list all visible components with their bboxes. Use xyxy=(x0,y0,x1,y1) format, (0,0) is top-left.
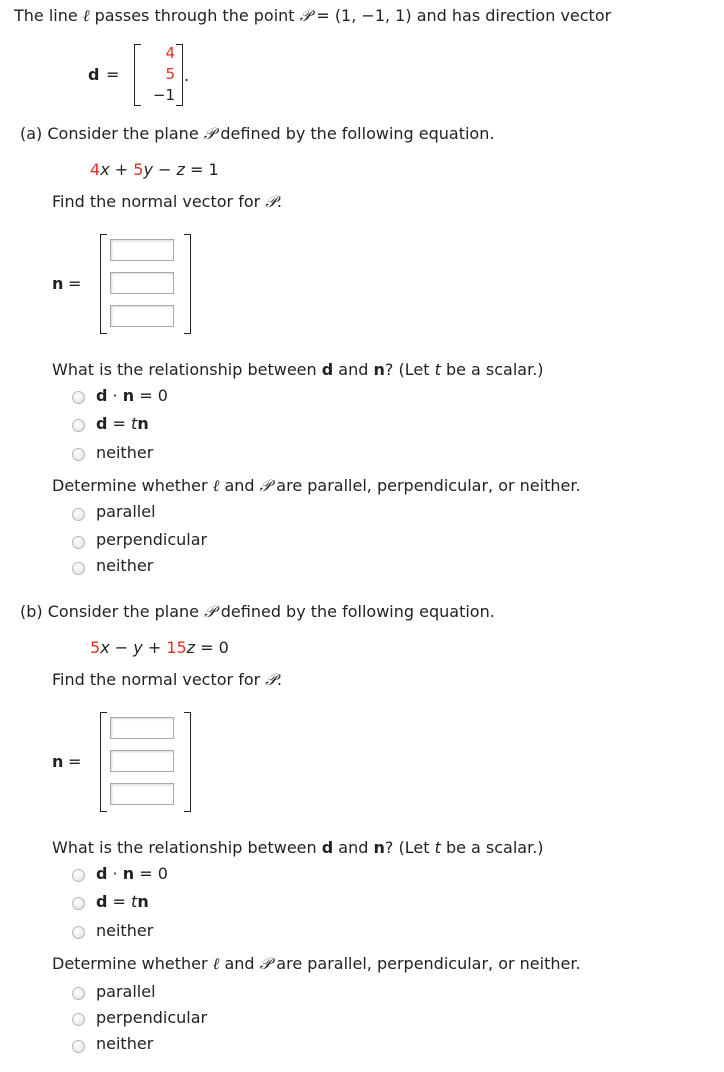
part-a-det-option-perpendicular[interactable]: perpendicular xyxy=(96,530,208,549)
part-b-relationship-question: What is the relationship between d and n? (Let t be a scalar.) xyxy=(52,838,544,857)
d-equals: = xyxy=(106,65,120,84)
d-component-1: 4 xyxy=(165,44,175,62)
part-b-det-option-parallel[interactable]: parallel xyxy=(96,982,156,1001)
part-a-det-option-parallel[interactable]: parallel xyxy=(96,502,156,521)
d-period: . xyxy=(184,66,190,85)
part-a-rel-radio-d-eq-tn[interactable] xyxy=(72,419,85,432)
part-b-find-normal: Find the normal vector for 𝒫. xyxy=(52,670,282,689)
part-a-normal-x-input[interactable] xyxy=(110,239,174,261)
part-b-det-radio-parallel[interactable] xyxy=(72,987,85,1000)
n-equals: = xyxy=(68,752,82,771)
part-a-rel-option-dot-zero[interactable]: d · n = 0 xyxy=(96,386,168,405)
part-b-rel-option-dot-zero[interactable]: d · n = 0 xyxy=(96,864,168,883)
part-a-equation: 4x + 5y − z = 1 xyxy=(90,160,219,179)
left-bracket xyxy=(100,712,107,812)
part-b-det-option-neither[interactable]: neither xyxy=(96,1034,154,1053)
part-a-rel-radio-neither[interactable] xyxy=(72,448,85,461)
part-b-equation: 5x − y + 15z = 0 xyxy=(90,638,229,657)
part-a-determine-question: Determine whether ℓ and 𝒫 are parallel, perpendicular, or neither. xyxy=(52,476,581,495)
right-bracket xyxy=(184,234,191,334)
d-label: d xyxy=(88,65,100,84)
part-a-normal-vector xyxy=(100,234,192,334)
part-a-rel-option-neither[interactable]: neither xyxy=(96,443,154,462)
part-a-rel-option-d-eq-tn[interactable]: d = tn xyxy=(96,414,149,433)
part-a-det-radio-parallel[interactable] xyxy=(72,508,85,521)
right-bracket xyxy=(176,44,183,106)
n-label: n xyxy=(52,752,64,771)
part-b-rel-radio-neither[interactable] xyxy=(72,926,85,939)
part-b-determine-question: Determine whether ℓ and 𝒫 are parallel, perpendicular, or neither. xyxy=(52,954,581,973)
n-equals: = xyxy=(68,274,82,293)
part-a-det-radio-perpendicular[interactable] xyxy=(72,536,85,549)
n-label: n xyxy=(52,274,64,293)
part-b-heading: (b) Consider the plane 𝒫 defined by the following equation. xyxy=(20,602,495,621)
right-bracket xyxy=(184,712,191,812)
point-coordinates: (1, −1, 1) xyxy=(334,6,412,25)
left-bracket xyxy=(100,234,107,334)
part-b-normal-z-input[interactable] xyxy=(110,783,174,805)
d-component-3: −1 xyxy=(152,86,175,104)
part-b-rel-radio-d-eq-tn[interactable] xyxy=(72,897,85,910)
part-b-normal-x-input[interactable] xyxy=(110,717,174,739)
part-a-det-radio-neither[interactable] xyxy=(72,562,85,575)
part-b-normal-y-input[interactable] xyxy=(110,750,174,772)
part-a-det-option-neither[interactable]: neither xyxy=(96,556,154,575)
part-b-det-radio-perpendicular[interactable] xyxy=(72,1013,85,1026)
part-a-relationship-question: What is the relationship between d and n? (Let t be a scalar.) xyxy=(52,360,544,379)
d-component-2: 5 xyxy=(165,65,175,83)
line-symbol: ℓ xyxy=(82,6,90,25)
part-b-normal-vector xyxy=(100,712,192,812)
part-b-rel-radio-dot-zero[interactable] xyxy=(72,869,85,882)
part-a-normal-z-input[interactable] xyxy=(110,305,174,327)
point-symbol: 𝒫 xyxy=(299,6,312,25)
part-b-rel-option-d-eq-tn[interactable]: d = tn xyxy=(96,892,149,911)
part-a-find-normal: Find the normal vector for 𝒫. xyxy=(52,192,282,211)
problem-intro: The line ℓ passes through the point 𝒫 = (1, −1, 1) and has direction vector xyxy=(14,6,612,25)
direction-vector xyxy=(120,44,180,106)
part-a-heading: (a) Consider the plane 𝒫 defined by the following equation. xyxy=(20,124,495,143)
part-b-rel-option-neither[interactable]: neither xyxy=(96,921,154,940)
part-a-normal-y-input[interactable] xyxy=(110,272,174,294)
part-a-rel-radio-dot-zero[interactable] xyxy=(72,391,85,404)
part-b-det-option-perpendicular[interactable]: perpendicular xyxy=(96,1008,208,1027)
part-b-det-radio-neither[interactable] xyxy=(72,1040,85,1053)
